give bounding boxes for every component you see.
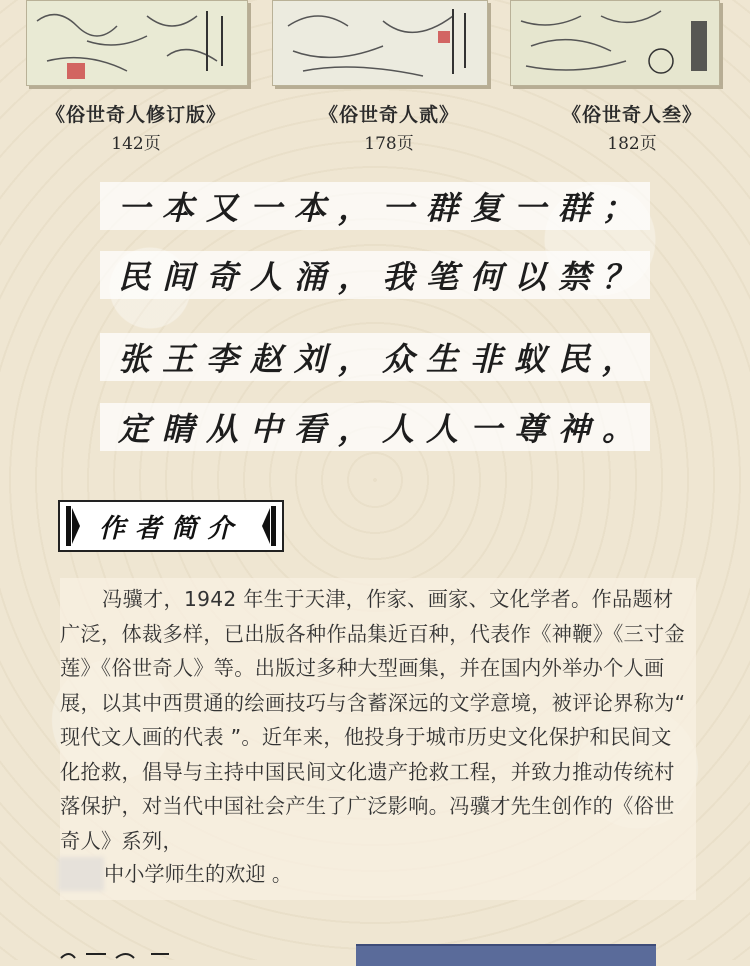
book-cover-fragment <box>356 944 656 966</box>
book-cover-illustration <box>511 1 719 85</box>
next-section-heading-fragment <box>56 948 216 960</box>
book-caption-3 <box>512 100 750 154</box>
book-cover-1[interactable] <box>26 0 248 86</box>
poem-line: 张王李赵刘，众生非蚁民， <box>100 333 650 381</box>
book-pages: 182页 <box>607 134 657 154</box>
section-title: 作者简介 <box>98 513 243 544</box>
book-title: 《俗世奇人贰》 <box>318 104 459 126</box>
book-title: 《俗世奇人叁》 <box>561 104 702 126</box>
book-pages: 142页 <box>111 134 161 154</box>
book-cover-2[interactable] <box>272 0 488 86</box>
book-cover-3[interactable] <box>510 0 720 86</box>
book-cover-illustration <box>27 1 247 85</box>
book-caption-1 <box>16 100 256 154</box>
book-cover-illustration <box>273 1 487 85</box>
right-bracket-icon <box>262 506 276 546</box>
poem-line: 定睛从中看，人人一尊神。 <box>100 403 650 451</box>
book-caption-2 <box>269 100 509 154</box>
book-pages: 178页 <box>364 134 414 154</box>
author-bio-end: 中小学师生的欢迎 。 <box>104 862 293 886</box>
poem-line: 民间奇人涌，我笔何以禁？ <box>100 251 650 299</box>
left-bracket-icon <box>66 506 80 546</box>
book-title: 《俗世奇人修订版》 <box>45 104 226 126</box>
author-bio: 冯骥才，1942 年生于天津，作家、画家、文化学者。作品题材广泛，体裁多样，已出版各种作品集近百种，代表作《神鞭》《三寸金莲》《俗世奇人》等。出版过多种大型画集，并在国内外举办个人画展，以其中西贯通的绘画技巧与含蓄深远的文学意境，被评论界称为“ 现代文人画的代表 ”。近年来，他投身于城市历史文化保护和民间文化抢救，倡导与主持中国民间文化遗产抢救工程，并致力推动传统村落保护，对当代中国社会产生了广泛影响。冯骥才先生创作的《俗世奇人》系列， <box>60 587 686 853</box>
poem-line: 一本又一本，一群复一群； <box>100 182 650 230</box>
author-section-heading <box>58 500 284 552</box>
redacted-text <box>58 857 104 891</box>
